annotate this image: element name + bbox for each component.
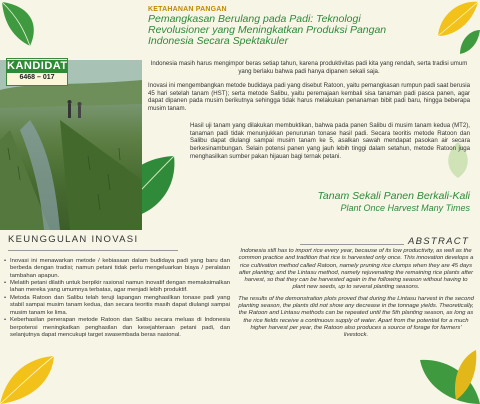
candidate-badge xyxy=(6,58,68,86)
tagline xyxy=(270,190,470,213)
intro-paragraph-3: Hasil uji tanam yang dilakukan membuktikan, bahwa pada panen Salibu di musim tanam kedua (MT2), tanaman padi tidak menunjukkan penurunan tonase hasil padi. Secara teoritis metode Ratoon dan Salibu dapat diulangi sampai musim tanam ke 5, asalkan sawah mendapat pasokan air secara berkesinambungan. Selain potensi panen yang jauh lebih tinggi dalam setahun, metode Ratoon juga menghasilkan sumber pakan hijauan bagi ternak petani. xyxy=(190,122,470,160)
list-item: • Inovasi ini menawarkan metode / kebiasaan dalam budidaya padi yang baru dan berbeda dengan tradisi; namun petani tidak perlu mengeluarkan biaya / peralatan tambahan apapun. xyxy=(4,258,230,280)
leaf-decoration-top-right xyxy=(420,0,480,56)
abstract-body xyxy=(238,248,474,344)
tagline-english: Plant Once Harvest Many Times xyxy=(340,203,470,213)
abstract-paragraph-2: The results of the demonstration plots proved that during the Lintasu harvest in the second planting season, the plants did not show any decrease in the tonnage yields. Theoretically, the Ratoon and Lintasu methods can be repeated until the 5th planting season, as long as the rice fields receive a continuous supply of water. Apart from the potential for a much higher harvest per year, the Ratoon also produces a source of forage for farmers' livestock. xyxy=(238,295,474,339)
list-item: • Melatih petani dilatih untuk berpikir rasional namun inovatif dengan memaksimalkan lahan mereka yang umumnya terbatas, agar menjadi lebih produktif. xyxy=(4,280,230,295)
abstract-divider xyxy=(300,244,404,245)
category-label: KETAHANAN PANGAN xyxy=(148,6,227,13)
advantages-divider xyxy=(8,250,178,251)
intro-paragraph-1: Indonesia masih harus mengimpor beras setiap tahun, karena produktivitas padi kita yang rendah, serta tradisi umum yang berlaku bahwa padi hanya dipanen sekali saja. xyxy=(150,60,468,75)
advantages-heading: KEUNGGULAN INOVASI xyxy=(8,234,139,245)
intro-paragraph-2: Inovasi ini mengembangkan metode budidaya padi yang disebut Ratoon, yaitu pemangkasan rumpun padi saat berusia 45 hari setelah tanam (HST); serta metode Salibu, yaitu peremajaan kembali sisa tanaman padi pasca panen, agar dapat dipanen pada musim berikutnya sehingga tidak harus melakukan penanaman bibit padi baru, hingga beberapa musim tanam. xyxy=(148,82,470,113)
list-item: • Keberhasilan penerapan metode Ratoon dan Salibu secara meluas di Indonesia berpotensi meningkatkan penghasilan dan kesejahteraan petani padi, dan selanjutnya dapat mencukupi target swasembada beras nasional. xyxy=(4,317,230,339)
tagline-indonesian: Tanam Sekali Panen Berkali-Kali xyxy=(317,190,470,202)
leaf-decoration-bottom-left xyxy=(0,346,60,404)
article-title: Pemangkasan Berulang pada Padi: Teknologi Revolusioner yang Meningkatkan Produksi Pangan Indonesia Secara Spektakuler xyxy=(148,13,387,47)
list-item: • Metoda Ratoon dan Salibu telah teruji lapangan menghasilkan tonase padi yang stabil sampai musim tanam kedua, dan secara teoritis masih dapat diulangi sampai musim tanam ke lima. xyxy=(4,295,230,317)
abstract-heading: ABSTRACT xyxy=(408,236,470,247)
leaf-decoration-top-left xyxy=(0,0,52,52)
advantages-list xyxy=(4,258,230,339)
candidate-badge-title: KANDIDAT xyxy=(7,60,68,72)
candidate-badge-code: 6468 – 017 xyxy=(19,74,55,81)
abstract-paragraph-1: Indonesia still has to import rice every year, because of its low productivity, as well as the common practice and tradition that rice is harvested only once. This innovation develops a rice cultivation method called Ratoon, namely pruning rice clumps when they are 45 days after planting; and the Lintasu method, namely rejuvenating the remaining rice plants after harvest, so that they can be harvested again in the following season without having to plant new seeds, up to several planting seasons. xyxy=(238,248,474,291)
